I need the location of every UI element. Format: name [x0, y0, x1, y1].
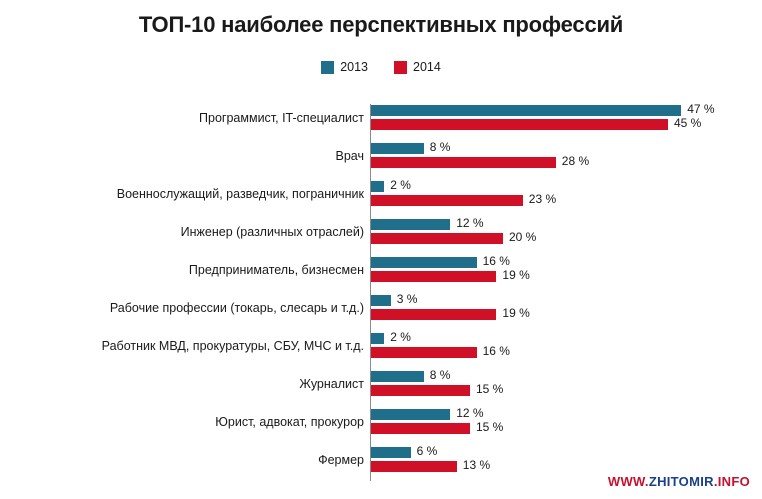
legend-item-2013 — [321, 60, 368, 74]
bar-group — [371, 290, 761, 328]
chart-legend — [0, 60, 762, 74]
bar-group — [371, 138, 761, 176]
chart-title: ТОП-10 наиболее перспективных профессий — [138, 12, 624, 37]
bar-value-label: 6 % — [416, 444, 438, 458]
legend-swatch-2014 — [394, 61, 407, 74]
category-label: Военнослужащий, разведчик, пограничник — [116, 187, 364, 202]
chart-row — [0, 214, 762, 252]
bar-2013 — [371, 257, 477, 268]
bar-value-label: 12 % — [456, 406, 484, 420]
bar-group — [371, 328, 761, 366]
category-label: Юрист, адвокат, прокурор — [215, 415, 364, 430]
watermark-domain: ZHITOMIR — [648, 474, 714, 489]
plot-area — [0, 96, 762, 481]
chart-row — [0, 366, 762, 404]
category-label: Инженер (различных отраслей) — [180, 225, 364, 240]
legend-label-2013: 2013 — [340, 60, 368, 74]
bar-2014 — [371, 195, 523, 206]
legend-item-2014 — [394, 60, 441, 74]
bar-value-label: 13 % — [462, 458, 491, 472]
category-label: Фермер — [318, 453, 364, 468]
bar-2014 — [371, 157, 556, 168]
bar-group — [371, 404, 761, 442]
category-label: Работник МВД, прокуратуры, СБУ, МЧС и т.д. — [101, 339, 364, 354]
bar-2014 — [371, 233, 503, 244]
bar-2014 — [371, 119, 668, 130]
bar-group — [371, 214, 761, 252]
legend-label-2014: 2014 — [413, 60, 441, 74]
bar-2013 — [371, 371, 424, 382]
bar-value-label: 16 % — [482, 254, 510, 268]
bar-group — [371, 366, 761, 404]
bar-2014 — [371, 423, 470, 434]
bar-2013 — [371, 333, 384, 344]
bar-2014 — [371, 385, 470, 396]
bar-value-label: 12 % — [456, 216, 484, 230]
bar-value-label: 28 % — [561, 154, 590, 168]
bar-group — [371, 252, 761, 290]
bar-value-label: 19 % — [502, 306, 530, 320]
bar-2013 — [371, 219, 450, 230]
bar-value-label: 45 % — [674, 116, 702, 130]
bar-2014 — [371, 347, 477, 358]
watermark — [608, 474, 750, 489]
bar-value-label: 3 % — [396, 292, 418, 306]
watermark-suffix: .INFO — [713, 474, 750, 489]
bar-value-label: 15 % — [476, 382, 504, 396]
category-label: Предприниматель, бизнесмен — [188, 263, 364, 278]
category-label: Врач — [335, 149, 364, 164]
bar-2013 — [371, 447, 411, 458]
chart-row — [0, 176, 762, 214]
bar-value-label: 2 % — [390, 178, 411, 192]
bar-value-label: 8 % — [429, 140, 451, 154]
bar-value-label: 2 % — [390, 330, 411, 344]
bar-2013 — [371, 181, 384, 192]
category-label: Рабочие профессии (токарь, слесарь и т.д.) — [109, 301, 364, 316]
bar-2014 — [371, 461, 457, 472]
chart-row — [0, 404, 762, 442]
category-label: Программист, IT-специалист — [199, 111, 364, 126]
watermark-prefix: WWW. — [607, 474, 649, 489]
chart-row — [0, 100, 762, 138]
bar-group — [371, 176, 761, 214]
legend-swatch-2013 — [321, 61, 334, 74]
category-label: Журналист — [299, 377, 364, 392]
bar-value-label: 16 % — [482, 344, 510, 358]
bar-group — [371, 100, 761, 138]
chart-row — [0, 328, 762, 366]
bar-2013 — [371, 295, 391, 306]
bar-value-label: 23 % — [528, 192, 557, 206]
bar-value-label: 47 % — [687, 102, 715, 116]
bar-value-label: 20 % — [509, 230, 537, 244]
bar-2013 — [371, 105, 681, 116]
bar-value-label: 15 % — [476, 420, 504, 434]
bar-2014 — [371, 309, 496, 320]
chart-row — [0, 138, 762, 176]
bar-2013 — [371, 409, 450, 420]
bar-value-label: 8 % — [429, 368, 451, 382]
bar-2014 — [371, 271, 496, 282]
chart-row — [0, 252, 762, 290]
chart-row — [0, 290, 762, 328]
bar-value-label: 19 % — [502, 268, 530, 282]
bar-2013 — [371, 143, 424, 154]
